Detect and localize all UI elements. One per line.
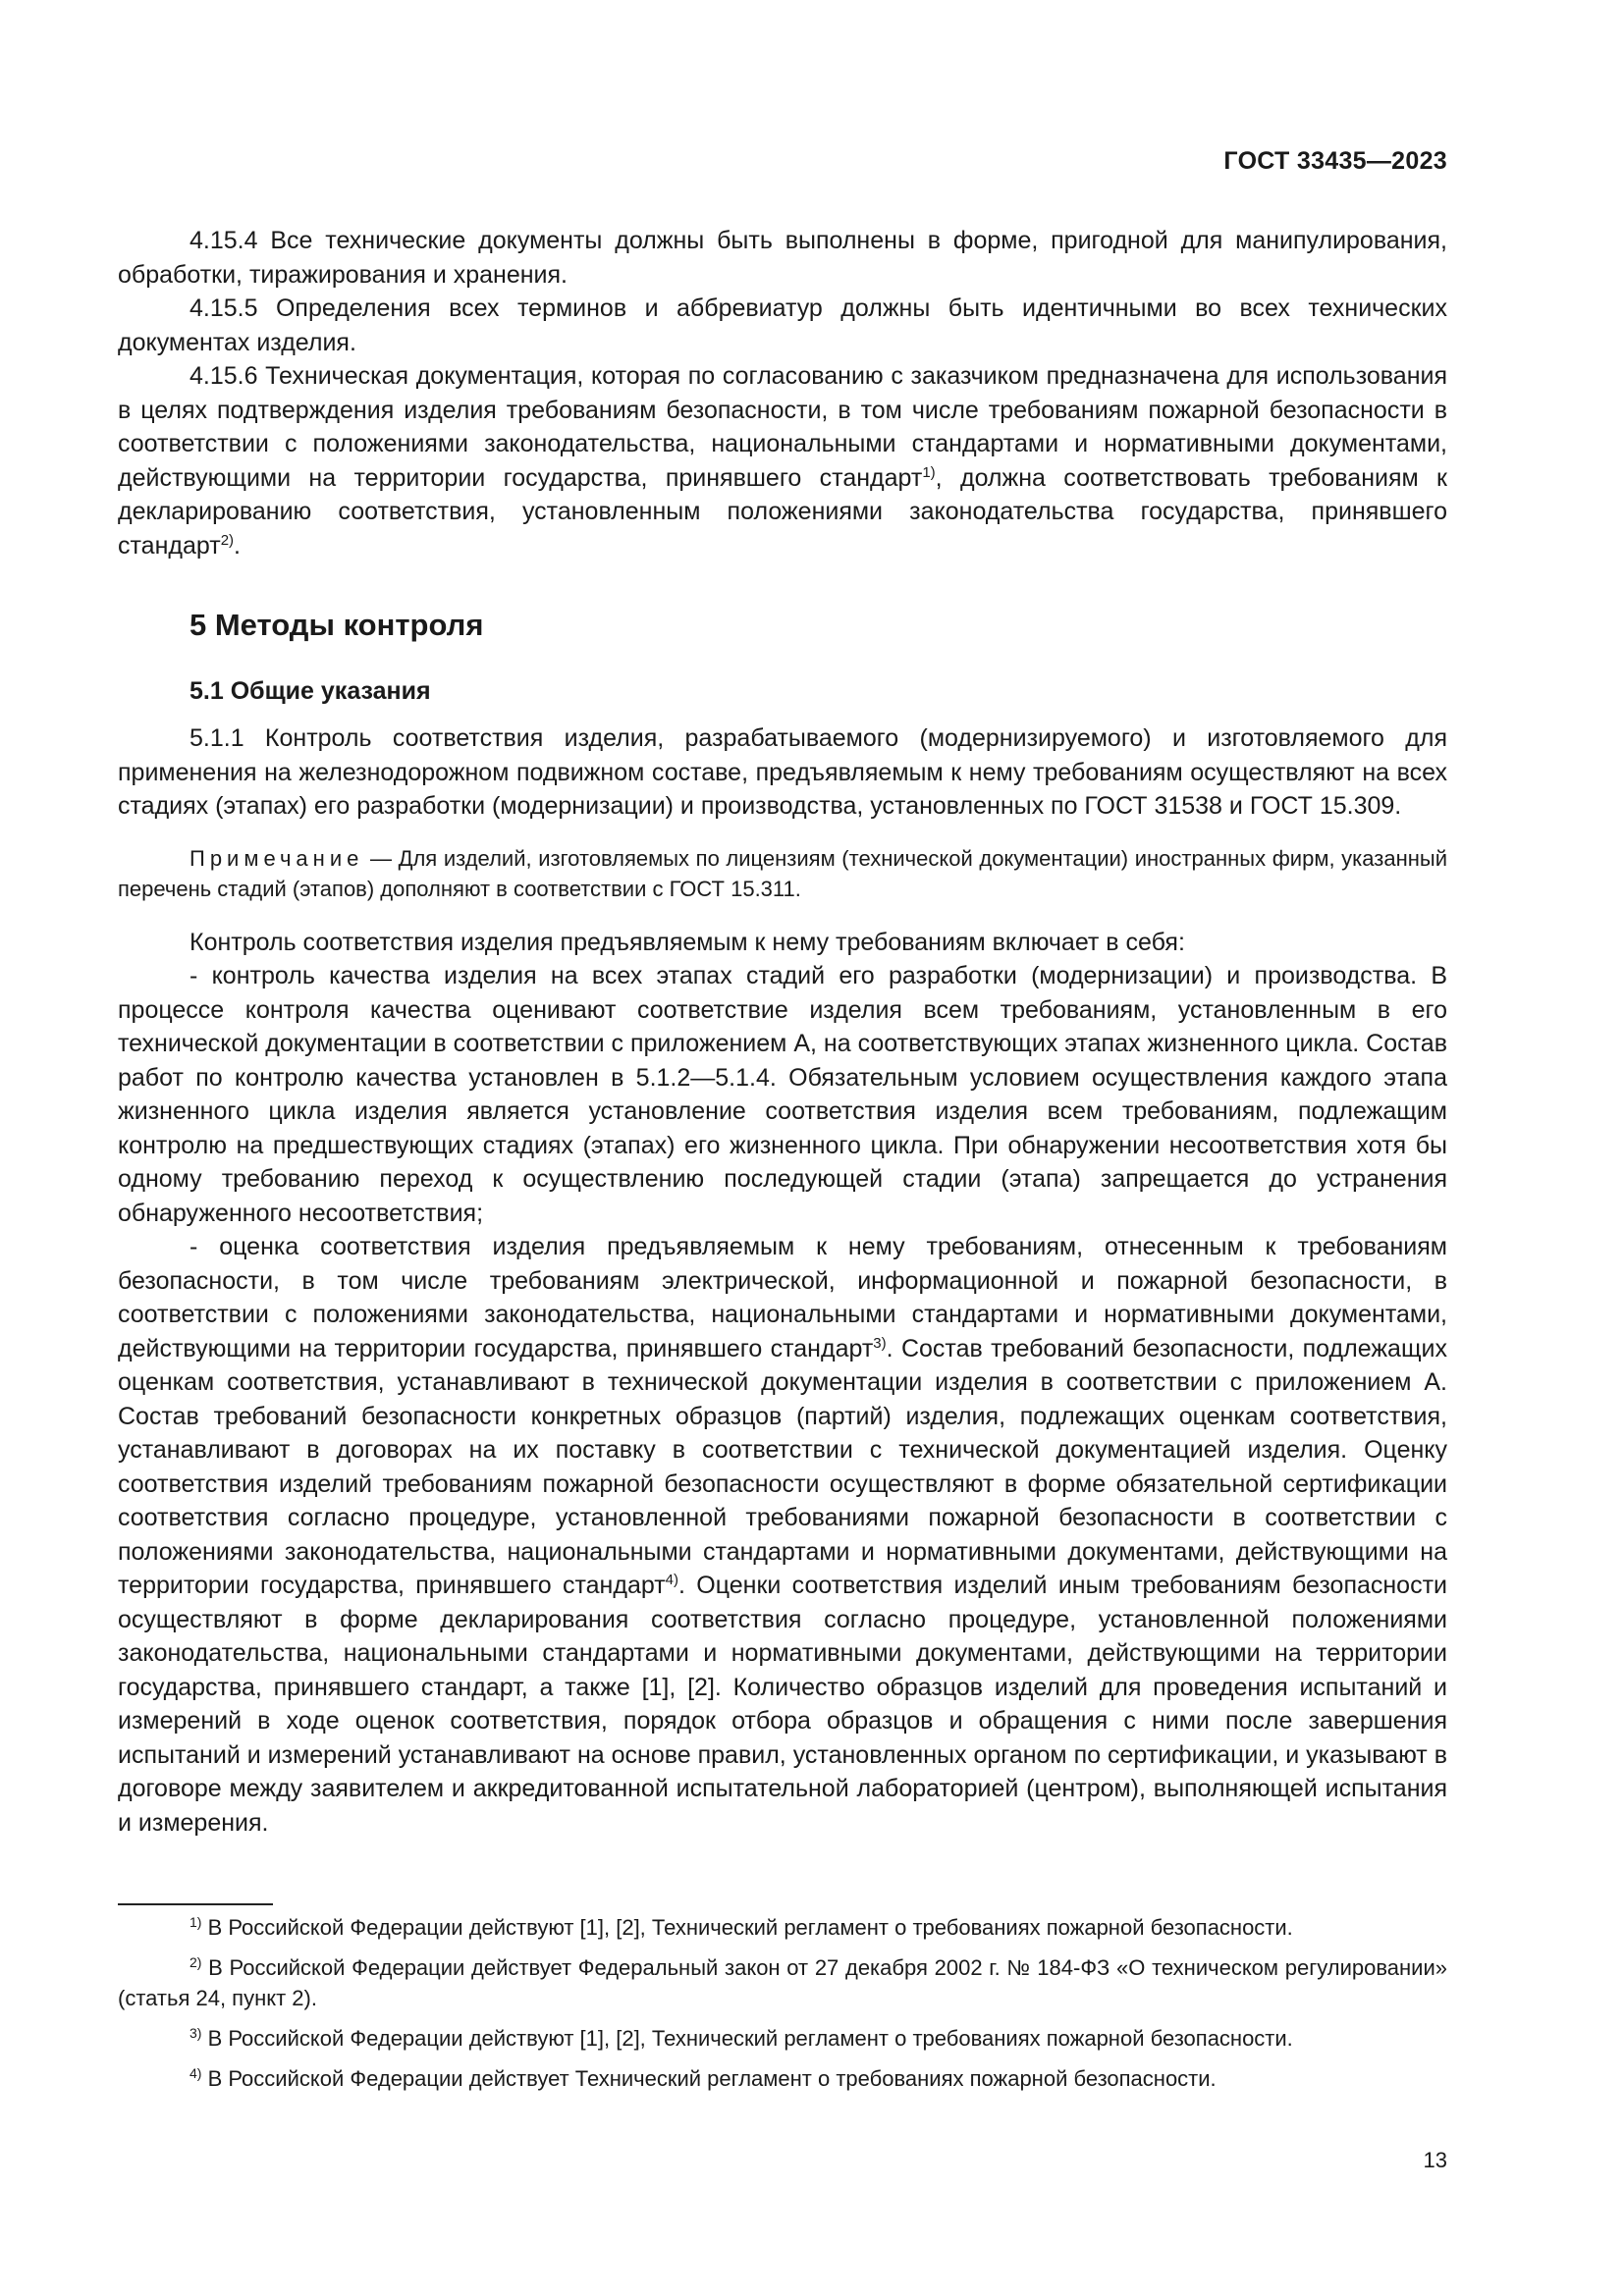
paragraph-text: - оценка соответствия изделия предъявляемым к нему требованиям, отнесенным к требованиям безопасности, в том числе требованиям электрической, информационной и пожарной безопасности, в соответствии с положениями законодательства, национальными стандартами и нормативными документами, действующими на территории государства, принявшего стандарт xyxy=(118,1233,1447,1362)
paragraph-text: , должна соответствовать требованиям к декларированию соответствия, установленным положениями законодательства государства, принявшего стандарт xyxy=(118,463,1447,560)
footnotes xyxy=(118,1912,1447,2104)
footnote-4 xyxy=(118,2063,1447,2094)
section-heading-5: 5 Методы контроля xyxy=(189,608,484,642)
paragraph-5-1-1: 5.1.1 Контроль соответствия изделия, разрабатываемого (модернизируемого) и изготовляемого для применения на железнодорожном подвижном составе, предъявляемым к нему требованиям осуществляют на всех стадиях (этапах) его разработки (модернизации) и производства, установленных по ГОСТ 31538 и ГОСТ 15.309. xyxy=(118,724,1447,820)
list-item-conformity-assessment xyxy=(118,1230,1447,1840)
footnote-1 xyxy=(118,1912,1447,1943)
footnote-mark: 3) xyxy=(189,2025,202,2041)
footnote-mark: 4) xyxy=(189,2065,202,2081)
footnote-divider xyxy=(118,1903,273,1905)
paragraph-text: . xyxy=(234,531,241,560)
paragraph-4-15-6 xyxy=(118,359,1447,562)
list-item-quality-control: - контроль качества изделия на всех этапах стадий его разработки (модернизации) и производства. В процессе контроля качества оценивают соответствие изделия всем требованиям, установленным в его технической документации в соответствии с приложением А, на соответствующих этапах жизненного цикла. Состав работ по контролю качества установлен в 5.1.2—5.1.4. Обязательным условием осуществления каждого этапа жизненного цикла изделия является установление соответствия изделия всем требованиям, подлежащим контролю на предшествующих стадиях (этапах) его жизненного цикла. При обнаружении несоответствия хотя бы одному требованию переход к осуществлению последующей стадии (этапа) запрещается до устранения обнаруженного несоответствия; xyxy=(118,962,1447,1227)
footnote-text: В Российской Федерации действуют [1], [2], Технический регламент о требованиях пожарной безопасности. xyxy=(201,2026,1293,2051)
paragraph-4-15-4: 4.15.4 Все технические документы должны быть выполнены в форме, пригодной для манипулирования, обработки, тиражирования и хранения. xyxy=(118,227,1447,289)
page-number: 13 xyxy=(1423,2148,1447,2172)
document-code-header: ГОСТ 33435—2023 xyxy=(1223,147,1447,175)
footnote-mark: 2) xyxy=(189,1954,202,1970)
footnote-text: В Российской Федерации действует Технический регламент о требованиях пожарной безопасности. xyxy=(201,2066,1217,2091)
paragraph-text: . Оценки соответствия изделий иным требованиям безопасности осуществляют в форме декларирования соответствия согласно процедуре, установленной положениями законодательства, национальными стандартами и нормативными документами, действующими на территории государства, принявшего стандарт, а также [1], [2]. Количество образцов изделий для проведения испытаний и измерений в ходе оценок соответствия, порядок отбора образцов и обращения с ними после завершения испытаний и измерений устанавливают на основе правил, установленных органом по сертификации, и указывают в договоре между заявителем и аккредитованной испытательной лабораторией (центром), выполняющей испытания и измерения. xyxy=(118,1572,1448,1837)
footnote-text: В Российской Федерации действует Федеральный закон от 27 декабря 2002 г. № 184-ФЗ «О техническом регулировании» (статья 24, пункт 2). xyxy=(118,1955,1447,2010)
subsection-heading-5-1: 5.1 Общие указания xyxy=(189,677,431,705)
note-label: Примечание xyxy=(189,845,364,871)
footnote-text: В Российской Федерации действуют [1], [2], Технический регламент о требованиях пожарной безопасности. xyxy=(201,1915,1293,1940)
paragraph-text: . Состав требований безопасности, подлежащих оценкам соответствия, устанавливают в технической документации изделия в соответствии с приложением А. Состав требований безопасности конкретных образцов (партий) изделия, подлежащих оценкам соответствия, устанавливают в договорах на их поставку в соответствии с технической документацией изделия. Оценку соответствия изделий требованиям пожарной безопасности осуществляют в форме обязательной сертификации соответствия согласно процедуре, установленной требованиями пожарной безопасности в соответствии с положениями законодательства, национальными стандартами и нормативными документами, действующими на территории государства, принявшего стандарт xyxy=(118,1334,1447,1599)
footnote-ref-1[interactable]: 1) xyxy=(922,463,936,481)
note xyxy=(118,843,1447,904)
note-text: — Для изделий, изготовляемых по лицензиям (технической документации) иностранных фирм, указанный перечень стадий (этапов) дополняют в соответствии с ГОСТ 15.311. xyxy=(118,845,1447,901)
footnote-mark: 1) xyxy=(189,1914,202,1930)
paragraph-intro: Контроль соответствия изделия предъявляемым к нему требованиям включает в себя: xyxy=(189,928,1185,956)
document-body xyxy=(118,224,1447,1840)
footnote-2 xyxy=(118,1952,1447,2013)
footnote-ref-3[interactable]: 3) xyxy=(873,1334,887,1352)
footnote-ref-4[interactable]: 4) xyxy=(665,1572,679,1588)
footnote-3 xyxy=(118,2023,1447,2054)
paragraph-text: 4.15.6 Техническая документация, которая по согласованию с заказчиком предназначена для использования в целях подтверждения изделия требованиям безопасности, в том числе требованиям пожарной безопасности в соответствии с положениями законодательства, национальными стандартами и нормативными документами, действующими на территории государства, принявшего стандарт xyxy=(118,362,1447,492)
footnote-ref-2[interactable]: 2) xyxy=(220,531,235,549)
paragraph-4-15-5: 4.15.5 Определения всех терминов и аббревиатур должны быть идентичными во всех технических документах изделия. xyxy=(118,294,1447,356)
